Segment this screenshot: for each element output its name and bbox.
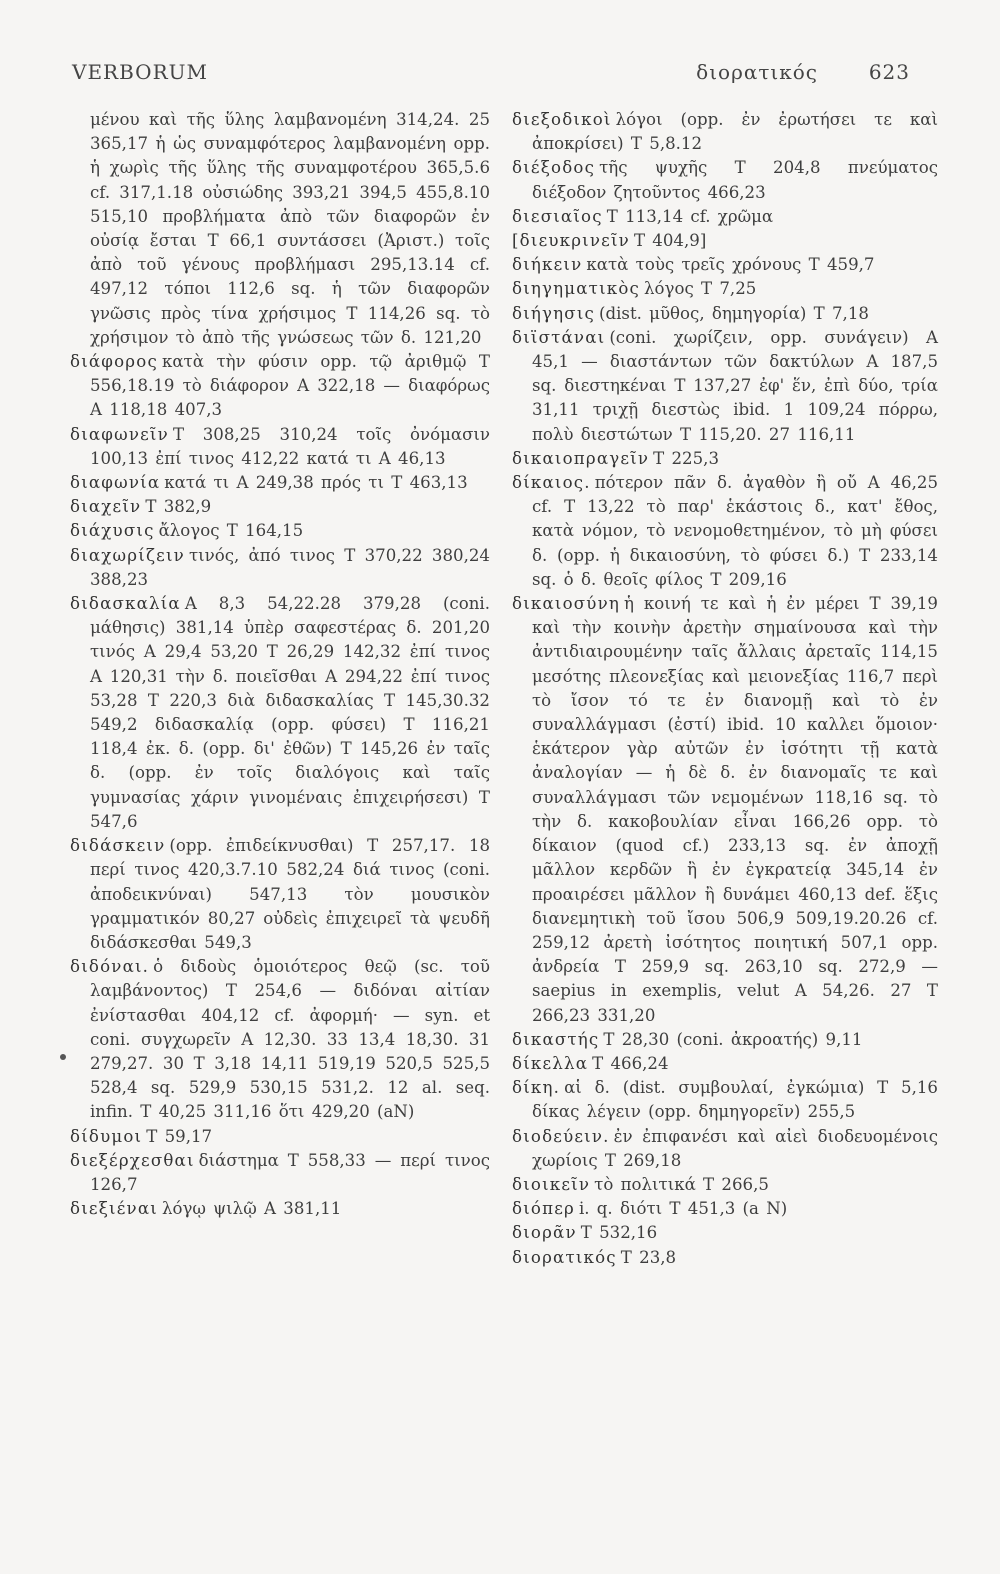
entry-lemma: διεσιαῖος: [512, 206, 603, 226]
entry-references: T 59,17: [146, 1126, 213, 1146]
entry-lemma: δικαστής: [512, 1029, 600, 1049]
running-head: [72, 60, 910, 90]
index-entry: [70, 108, 490, 350]
entry-references: T 404,9]: [633, 231, 707, 251]
entry-lemma: διορατικός: [512, 1247, 617, 1267]
entry-references: T 532,16: [580, 1223, 658, 1243]
index-entry: [512, 1246, 938, 1270]
index-entry: [512, 229, 938, 253]
entry-references: λόγῳ ψιλῷ A 381,11: [161, 1199, 342, 1219]
entry-references: κατὰ τὴν φύσιν opp. τῷ ἀριθμῷ T 556,18.19 τὸ διάφορον A 322,18 — διαφόρως A 118,18 407,3: [90, 352, 490, 420]
entry-lemma: διαφωνία: [70, 473, 161, 493]
entry-references: κατά τι A 249,38 πρός τι T 463,13: [164, 473, 468, 493]
entry-references: μένου καὶ τῆς ὕλης λαμβανομένη 314,24. 25 365,17 ἡ ὡς συναμφότερος λαμβανομένη opp. ἡ χωρὶς τῆς ὕλης τῆς συναμφοτέρου 365,5.6 cf. 317,1.18 οὐσιώδης 393,21 394,5 455,8.10 515,10 προβλήματα ἀπὸ τῶν διαφορῶν ἐν οὐσίᾳ ἔσται T 66,1 συντάσσει (Ἀριστ.) τοῖς ἀπὸ τοῦ γένους προβλήμασι 295,13.14 cf. 497,12 τόποι 112,6 sq. ἡ τῶν διαφορῶν γνῶσις πρὸς τίνα χρήσιμος T 114,26 sq. τὸ χρήσιμον τὸ ἀπὸ τῆς γνώσεως τῶν δ. 121,20: [90, 110, 490, 347]
index-entry: [512, 592, 938, 1028]
index-entry: [512, 1052, 938, 1076]
index-entry: [512, 1221, 938, 1245]
index-entry: [512, 205, 938, 229]
entry-lemma: διόπερ: [512, 1199, 575, 1219]
entry-lemma: δικαιοσύνη: [512, 594, 621, 614]
entry-lemma: δίκαιος.: [512, 473, 591, 493]
guide-word: διορατικός: [696, 60, 818, 84]
entry-lemma: δικαιοπραγεῖν: [512, 448, 650, 468]
index-entry: [512, 1125, 938, 1173]
entry-lemma: διδάσκειν: [70, 836, 166, 856]
entry-lemma: διϊστάναι: [512, 327, 606, 347]
entry-references: T 23,8: [620, 1247, 677, 1267]
index-entry: [70, 471, 490, 495]
section-title: VERBORUM: [72, 60, 208, 84]
entry-references: ἡ κοινή τε καὶ ἡ ἐν μέρει T 39,19 καὶ τὴν κοινὴν ἀρετὴν σημαίνουσα καὶ τὴν ἀντιδιαιρουμένην ταῖς ἄλλαις ἀρεταῖς 114,15 μεσότης πλεονεξίας καὶ μειονεξίας 116,7 περὶ τὸ ἴσον τό τε ἐν διανομῇ καὶ τὸ ἐν συναλλάγμασι (ἐστί) ibid. 10 καλλει ὅμοιον· ἑκάτερον γὰρ αὐτῶν ἐν ἰσότητι τῇ κατὰ ἀναλογίαν — ἡ δὲ δ. ἐν διανομαῖς τε καὶ συναλλάγμασι τῶν νεμομένων 118,16 sq. τὸ τὴν δ. κακοβουλίαν εἶναι 166,26 opp. τὸ δίκαιον (quod cf.) 233,13 sq. ἐν ἀποχῇ μᾶλλον κερδῶν ἢ ἐν ἐγκρατείᾳ 345,14 ἐν προαιρέσει μᾶλλον ἢ δυνάμει 460,13 def. ἕξις διανεμητικὴ τοῦ ἴσου 506,9 509,19.20.26 cf. 259,12 ἀρετὴ ἰσότητος ποιητική 507,1 opp. ἀνδρεία T 259,9 sq. 263,10 sq. 272,9 — saepius in exemplis, velut A 54,26. 27 T 266,23 331,20: [532, 594, 938, 1025]
entry-references: T 308,25 310,24 τοῖς ὀνόμασιν 100,13 ἐπί τινος 412,22 κατά τι A 46,13: [90, 424, 490, 468]
left-column: [70, 108, 490, 1221]
entry-lemma: [διευκρινεῖν: [512, 231, 630, 251]
entry-lemma: διήκειν: [512, 255, 583, 275]
entry-lemma: διαφωνεῖν: [70, 424, 169, 444]
entry-lemma: δίκη.: [512, 1078, 561, 1098]
entry-references: T 382,9: [145, 497, 212, 517]
index-entry: [70, 495, 490, 519]
entry-references: λόγος T 7,25: [644, 279, 757, 299]
entry-references: κατὰ τοὺς τρεῖς χρόνους T 459,7: [586, 255, 875, 275]
entry-lemma: διοικεῖν: [512, 1174, 591, 1194]
index-entry: [512, 447, 938, 471]
entry-references: (coni. χωρίζειν, opp. συνάγειν) A 45,1 — διαστάντων τῶν δακτύλων A 187,5 sq. διεστηκέναι T 137,27 ἐφ' ἕν, ἐπὶ δύο, τρία 31,11 τριχῇ διεστὼς ibid. 1 109,24 πόρρω, πολὺ διεστώτων T 115,20. 27 116,11: [532, 327, 938, 444]
entry-lemma: δίδυμοι: [70, 1126, 143, 1146]
index-entry: [70, 519, 490, 543]
entry-references: ἐν ἐπιφανέσι καὶ αἰεὶ διοδευομένοις χωρίοις T 269,18: [532, 1126, 938, 1170]
entry-references: (opp. ἐπιδείκνυσθαι) T 257,17. 18 περί τινος 420,3.7.10 582,24 διά τινος (coni. ἀποδεικνύναι) 547,13 τὸν μουσικὸν γραμματικόν 80,27 οὐδεὶς ἐπιχειρεῖ τὰ ψευδῆ διδάσκεσθαι 549,3: [90, 836, 490, 952]
index-entry: [512, 1197, 938, 1221]
entry-references: ἄλογος T 164,15: [158, 521, 304, 541]
entry-references: λόγοι (opp. ἐν ἐρωτήσει τε καὶ ἀποκρίσει) T 5,8.12: [532, 110, 938, 154]
entry-lemma: διηγηματικὸς: [512, 279, 641, 299]
entry-lemma: διεξοδικοὶ: [512, 110, 612, 129]
entry-lemma: διοδεύειν.: [512, 1126, 610, 1146]
entry-lemma: δίκελλα: [512, 1053, 589, 1073]
index-entry: [70, 1125, 490, 1149]
entry-lemma: διήγησις: [512, 303, 596, 323]
entry-references: αἱ δ. (dist. συμβουλαί, ἐγκώμια) T 5,16 δίκας λέγειν (opp. δημηγορεῖν) 255,5: [532, 1078, 938, 1122]
right-column: [512, 108, 938, 1270]
entry-lemma: διαχωρίζειν: [70, 545, 185, 565]
index-entry: [70, 592, 490, 834]
entry-references: T 225,3: [653, 448, 720, 468]
index-entry: [512, 277, 938, 301]
entry-references: i. q. διότι T 451,3 (a N): [578, 1199, 788, 1219]
page-number: 623: [868, 60, 910, 84]
index-entry: [70, 544, 490, 592]
entry-lemma: διάχυσις: [70, 521, 155, 541]
index-entry: [512, 108, 938, 156]
index-entry: [70, 1197, 490, 1221]
entry-references: διάστημα T 558,33 — περί τινος 126,7: [90, 1150, 490, 1194]
entry-references: T 466,24: [592, 1053, 669, 1073]
entry-references: πότερον πᾶν δ. ἀγαθὸν ἢ οὔ A 46,25 cf. T 13,22 τὸ παρ' ἑκάστοις δ., κατ' ἔθος, κατὰ νόμον, τὸ νενομοθετημένον, τὸ μὴ φύσει δ. (opp. ἡ δικαιοσύνη, τὸ φύσει δ.) T 233,14 sq. ὁ δ. θεοῖς φίλος T 209,16: [532, 473, 938, 589]
index-entry: [70, 955, 490, 1124]
index-entry: [70, 350, 490, 423]
index-entry: [512, 253, 938, 277]
margin-dot: [60, 1054, 66, 1060]
entry-lemma: διορᾶν: [512, 1223, 577, 1243]
index-entry: [512, 1028, 938, 1052]
entry-references: (dist. μῦθος, δημηγορία) T 7,18: [599, 303, 869, 323]
entry-references: τὸ πολιτικά T 266,5: [594, 1174, 769, 1194]
index-entry: [512, 326, 938, 447]
entry-references: A 8,3 54,22.28 379,28 (coni. μάθησις) 381,14 ὑπὲρ σαφεστέρας δ. 201,20 τινός A 29,4 53,20 T 26,29 142,32 ἐπί τινος A 120,31 τὴν δ. ποιεῖσθαι A 294,22 ἐπί τινος 53,28 T 220,3 διὰ διδασκαλίας T 145,30.32 549,2 διδασκαλίᾳ (opp. φύσει) T 116,21 118,4 ἐκ. δ. (opp. δι' ἐθῶν) T 145,26 ἐν ταῖς δ. (opp. ἐν τοῖς διαλόγοις καὶ ταῖς γυμνασίας χάριν γινομέναις ἐπιχειρήσεσι) T 547,6: [90, 594, 490, 831]
entry-lemma: διάφορος: [70, 352, 158, 372]
index-entry: [512, 1173, 938, 1197]
index-entry: [70, 423, 490, 471]
entry-lemma: διδασκαλία: [70, 594, 181, 614]
entry-references: τῆς ψυχῆς T 204,8 πνεύματος διέξοδον ζητοῦντος 466,23: [532, 158, 938, 202]
entry-lemma: διέξοδος: [512, 158, 596, 178]
index-entry: [512, 471, 938, 592]
entry-lemma: διαχεῖν: [70, 497, 142, 517]
index-entry: [512, 302, 938, 326]
entry-lemma: διεξιέναι: [70, 1199, 158, 1219]
index-entry: [512, 156, 938, 204]
index-entry: [70, 834, 490, 955]
entry-lemma: διδόναι.: [70, 957, 150, 977]
entry-lemma: διεξέρχεσθαι: [70, 1150, 195, 1170]
entry-references: ὁ διδοὺς ὁμοιότερος θεῷ (sc. τοῦ λαμβάνοντος) T 254,6 — διδόναι αἰτίαν ἐνίστασθαι 404,12 cf. ἀφορμή· — syn. et coni. συγχωρεῖν A 12,30. 33 13,4 18,30. 31 279,27. 30 T 3,18 14,11 519,19 520,5 525,5 528,4 sq. 529,9 530,15 531,2. 12 al. seq. infin. T 40,25 311,16 ὅτι 429,20 (aN): [90, 957, 490, 1122]
entry-references: T 113,14 cf. χρῶμα: [606, 206, 774, 226]
index-entry: [70, 1149, 490, 1197]
entry-references: τινός, ἀπό τινος T 370,22 380,24 388,23: [90, 545, 490, 589]
entry-references: T 28,30 (coni. ἀκροατής) 9,11: [603, 1029, 863, 1049]
index-entry: [512, 1076, 938, 1124]
